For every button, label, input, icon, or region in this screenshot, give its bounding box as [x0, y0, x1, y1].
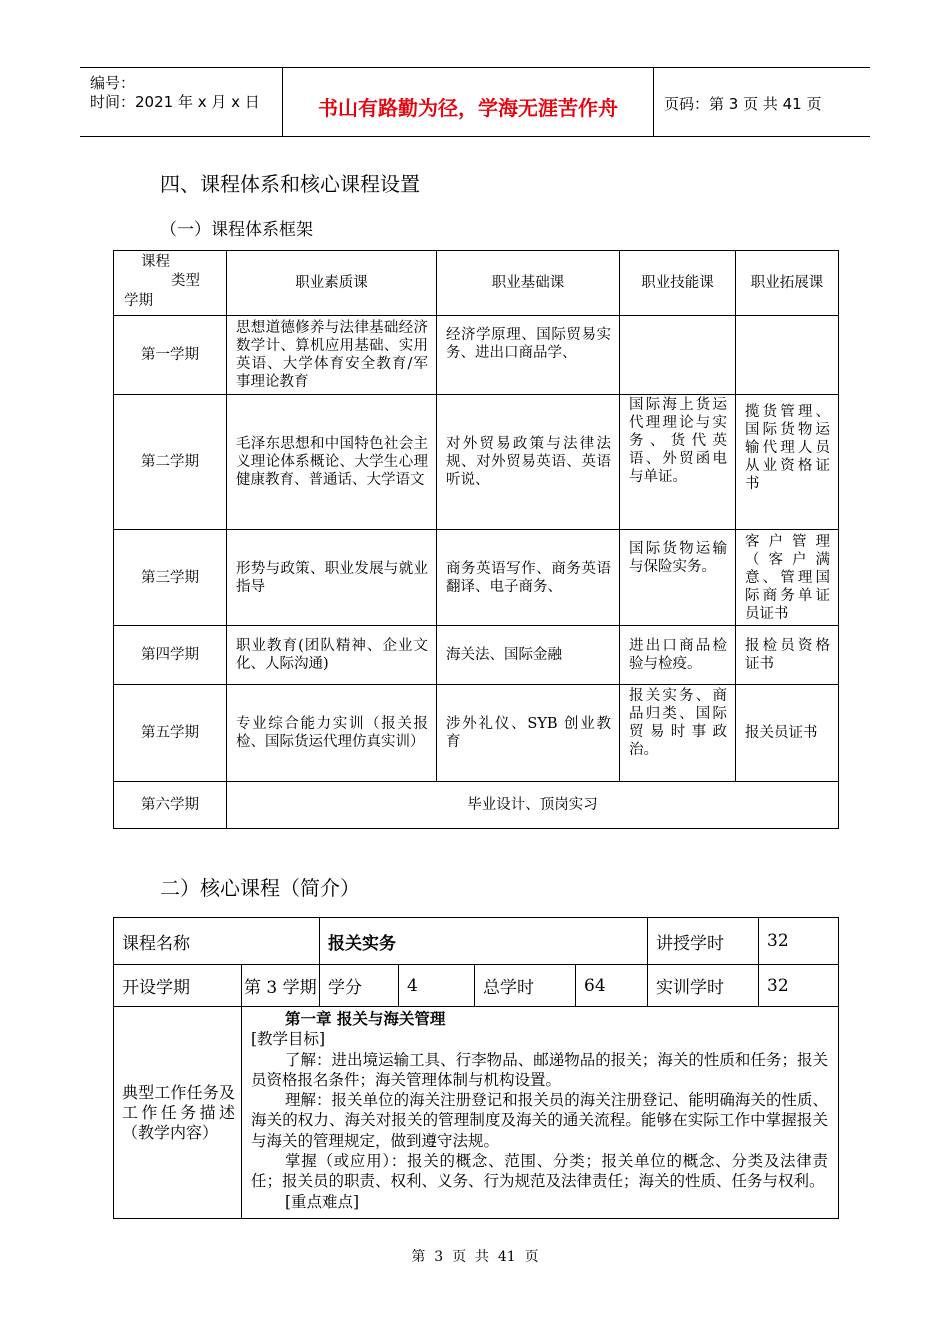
subsection-title: （一）课程体系框架 — [160, 220, 313, 240]
lecture-hours-value: 32 — [759, 918, 839, 965]
quality-course-cell: 思想道德修养与法律基础经济数学计、算机应用基础、实用英语、大学体育安全教育/军事理论教育 — [227, 316, 437, 395]
term-label: 第二学期 — [114, 395, 227, 530]
corner-cell — [114, 251, 227, 316]
lecture-hours-label: 讲授学时 — [648, 918, 759, 965]
course-name-value: 报关实务 — [320, 918, 648, 965]
column-header: 职业拓展课 — [736, 251, 839, 316]
chapter-title: 第一章 报关与海关管理 — [285, 1009, 446, 1028]
skill-course-cell: 国际海上货运代理理论与实务、货代英语、外贸函电与单证。 — [620, 395, 736, 530]
basic-course-cell: 商务英语写作、商务英语翻译、电子商务、 — [437, 530, 620, 626]
table-row — [114, 1007, 839, 1219]
table-row — [114, 626, 839, 685]
curriculum-framework-table — [113, 250, 839, 829]
column-header: 职业基础课 — [437, 251, 620, 316]
header-page-cell — [654, 68, 870, 136]
expand-course-cell: 客户管理（客户满意、管理国际商务单证员证书 — [736, 530, 839, 626]
expand-course-cell: 揽货管理、国际货物运输代理人员从业资格证书 — [736, 395, 839, 530]
practice-hours-label: 实训学时 — [648, 965, 759, 1007]
table-row — [114, 782, 839, 829]
merged-course-cell: 毕业设计、顶岗实习 — [227, 782, 839, 829]
basic-course-cell: 涉外礼仪、SYB 创业教育 — [437, 685, 620, 782]
expand-course-cell: 报关员证书 — [736, 685, 839, 782]
practice-hours-value: 32 — [759, 965, 839, 1007]
corner-label-term: 学期 — [124, 293, 153, 309]
term-label: 第三学期 — [114, 530, 227, 626]
header-motto: 书山有路勤为径，学海无涯苦作舟 — [318, 96, 618, 120]
header-page-number: 页码：第 3 页 共 41 页 — [664, 95, 822, 113]
basic-course-cell: 海关法、国际金融 — [437, 626, 620, 685]
column-header: 职业技能课 — [620, 251, 736, 316]
credit-label: 学分 — [320, 965, 399, 1007]
table-row — [114, 918, 839, 965]
skill-course-cell — [620, 316, 736, 395]
quality-course-cell: 形势与政策、职业发展与就业指导 — [227, 530, 437, 626]
quality-course-cell: 职业教育(团队精神、企业文化、人际沟通) — [227, 626, 437, 685]
skill-course-cell: 报关实务、商品归类、国际贸易时事政治。 — [620, 685, 736, 782]
total-hours-label: 总学时 — [475, 965, 576, 1007]
expand-course-cell: 报检员资格证书 — [736, 626, 839, 685]
term-label: 开设学期 — [114, 965, 242, 1007]
total-hours-value: 64 — [576, 965, 648, 1007]
core-course-table — [113, 917, 839, 1219]
table-row — [114, 965, 839, 1007]
skill-course-cell: 进出口商品检验与检疫。 — [620, 626, 736, 685]
basic-course-cell: 对外贸易政策与法律法规、对外贸易英语、英语听说、 — [437, 395, 620, 530]
term-value: 第 3 学期 — [242, 965, 320, 1007]
document-number-label: 编号： — [90, 74, 136, 92]
page-footer: 第 3 页 共 41 页 — [411, 1249, 539, 1265]
quality-course-cell: 毛泽东思想和中国特色社会主义理论体系概论、大学生心理健康教育、普通话、大学语文 — [227, 395, 437, 530]
section-title: 四、课程体系和核心课程设置 — [160, 172, 420, 196]
term-label: 第一学期 — [114, 316, 227, 395]
header-motto-cell — [283, 68, 654, 136]
term-label: 第六学期 — [114, 782, 227, 829]
table-row — [114, 316, 839, 395]
term-label: 第四学期 — [114, 626, 227, 685]
document-date-label: 时间：2021 年 x 月 x 日 — [90, 93, 260, 111]
task-description-label: 典型工作任务及工作任务描述（教学内容） — [114, 1007, 242, 1219]
comprehend-paragraph: 理解：报关单位的海关注册登记和报关员的海关注册登记、能明确海关的性质、海关的权力、海关对报关的管理制度及海关的通关流程。能够在实际工作中掌握报关与海关的管理规定，做到遵守法规。 — [251, 1091, 828, 1150]
goal-label: [教学目标] — [251, 1030, 326, 1049]
understand-paragraph: 了解：进出境运输工具、行李物品、邮递物品的报关；海关的性质和任务；报关员资格报名条件；海关管理体制与机构设置。 — [251, 1050, 828, 1089]
term-label: 第五学期 — [114, 685, 227, 782]
page-header — [80, 67, 870, 137]
course-name-label: 课程名称 — [114, 918, 320, 965]
skill-course-cell: 国际货物运输与保险实务。 — [620, 530, 736, 626]
table-row — [114, 530, 839, 626]
teaching-content-cell — [242, 1007, 839, 1219]
table-header-row — [114, 251, 839, 316]
corner-label-type: 类型 — [171, 273, 200, 289]
core-course-title: 二）核心课程（简介） — [160, 876, 360, 900]
basic-course-cell: 经济学原理、国际贸易实务、进出口商品学、 — [437, 316, 620, 395]
key-points-label: [重点难点] — [285, 1192, 360, 1211]
header-meta-cell — [80, 68, 283, 136]
corner-label-course: 课程 — [141, 254, 170, 270]
column-header: 职业素质课 — [227, 251, 437, 316]
table-row — [114, 395, 839, 530]
quality-course-cell: 专业综合能力实训（报关报检、国际货运代理仿真实训） — [227, 685, 437, 782]
master-paragraph: 掌握（或应用）：报关的概念、范围、分类；报关单位的概念、分类及法律责任；报关员的职责、权利、义务、行为规范及法律责任；海关的性质、任务与权利。 — [251, 1152, 828, 1191]
table-row — [114, 685, 839, 782]
credit-value: 4 — [399, 965, 475, 1007]
expand-course-cell — [736, 316, 839, 395]
